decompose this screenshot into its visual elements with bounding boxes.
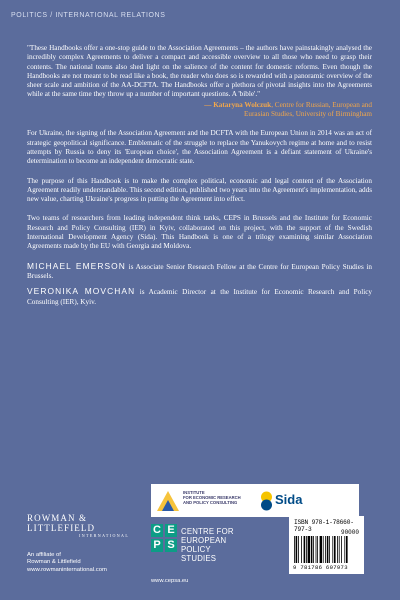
endorsement-quote: "These Handbooks offer a one-stop guide to the Association Agreements – the authors have painstakingly analysed the incredibly complex Agreements to deliver a compact and accessible overview to all those who need to grasp their contents. The national teams also shed light on the salience of the content for domestic reforms. Even though the Handbooks are not meant to be read like a book, the reader who does so is rewarded with a panoramic overview of the sheer scale and ambition of the AA-DCFTA. The Handbooks offer a plethora of pivotal insights into the Agreements while at the same time they throw up a number of important questions. A 'bible'." — [27, 44, 372, 99]
ceps-name-line-3: POLICY — [181, 545, 211, 554]
ier-logo — [155, 487, 255, 514]
affiliate-line-2: Rowman & Littlefield — [27, 559, 81, 566]
cover-text — [27, 44, 372, 307]
ceps-url: www.cepsa.eu — [151, 578, 189, 584]
ceps-name-line-4: STUDIES — [181, 554, 217, 563]
description-paragraph-3: Two teams of researchers from leading independent think tanks, CEPS in Brussels and the Institute for Economic Research and Policy Consulting (IER) in Kyiv, collaborated on this project, with the support of the Swedish International Development Agency (Sida). This Handbook is one of a trilogy examining similar Association Agreements made by the EU with Georgia and Moldova. — [27, 214, 372, 251]
ceps-letter-c: C — [151, 524, 163, 537]
barcode-icon — [294, 536, 359, 563]
sida-mark-icon — [259, 491, 274, 511]
barcode-number: 9 781786 607973 — [293, 564, 348, 571]
affiliate-line-1: An affiliate of — [27, 552, 61, 558]
description-paragraph-2: The purpose of this Handbook is to make the complex political, economic and legal content of the Association Agreement readily understandable. This second edition, published two years into the Agreement's implementation, adds new value, charting Ukraine's progress in putting the Agreement into effect. — [27, 176, 372, 204]
sida-wordmark: Sida — [275, 492, 303, 507]
author-bio-movchan — [27, 287, 372, 307]
attribution-name: — Kataryna Wolczuk — [204, 100, 272, 109]
ier-logo-mark-icon — [155, 489, 181, 513]
publisher-line-1: ROWMAN & — [27, 513, 88, 523]
author-bio-text-emerson: is Associate Senior Research Fellow at the Centre for European Policy Studies in Brussels. — [27, 262, 372, 280]
author-bio-text-movchan: is Academic Director at the Institute for Economic Research and Policy Consulting (IER), Kyiv. — [27, 288, 372, 306]
ceps-letter-e: E — [165, 524, 177, 537]
publisher-logo — [27, 513, 129, 538]
publisher-affiliate — [27, 552, 107, 574]
ceps-letter-s: S — [165, 539, 177, 552]
author-name-emerson: MICHAEL EMERSON — [27, 260, 126, 271]
affiliate-url: www.rowmaninternational.com — [27, 566, 107, 573]
ier-line-3: AND POLICY CONSULTING — [183, 500, 238, 505]
ceps-name-line-1: CENTRE FOR — [181, 527, 234, 536]
author-bio-emerson — [27, 262, 372, 282]
ceps-name-line-2: EUROPEAN — [181, 536, 227, 545]
attribution-org-2: Eurasian Studies, University of Birmingham — [244, 110, 372, 119]
category-label: POLITICS / INTERNATIONAL RELATIONS — [11, 12, 166, 19]
publisher-line-2: LITTLEFIELD — [27, 523, 96, 533]
publisher-line-3: INTERNATIONAL — [79, 533, 130, 538]
ier-line-2: FOR ECONOMIC RESEARCH — [183, 495, 241, 500]
ier-line-1: INSTITUTE — [183, 490, 205, 495]
partner-logo-strip — [151, 484, 359, 517]
price-code: 90000 — [340, 529, 359, 536]
ceps-letter-p: P — [151, 539, 163, 552]
quote-attribution — [27, 101, 372, 120]
isbn-label: ISBN 978-1-78660-797-3 — [294, 519, 354, 533]
barcode-box — [289, 516, 364, 574]
author-name-movchan: VERONIKA MOVCHAN — [27, 286, 136, 297]
attribution-org-1: , Centre for Russian, European and — [271, 100, 372, 109]
description-paragraph-1: For Ukraine, the signing of the Association Agreement and the DCFTA with the European Union in 2014 was an act of strategic geopolitical significance. Emblematic of the struggle to replace the Yanukovych regime at home and to resist attempts by Russia to deny its 'European choice', the Association Agreement is a defiant statement of Ukraine's determination to become an independent democratic state. — [27, 129, 372, 166]
sida-logo — [259, 490, 309, 512]
